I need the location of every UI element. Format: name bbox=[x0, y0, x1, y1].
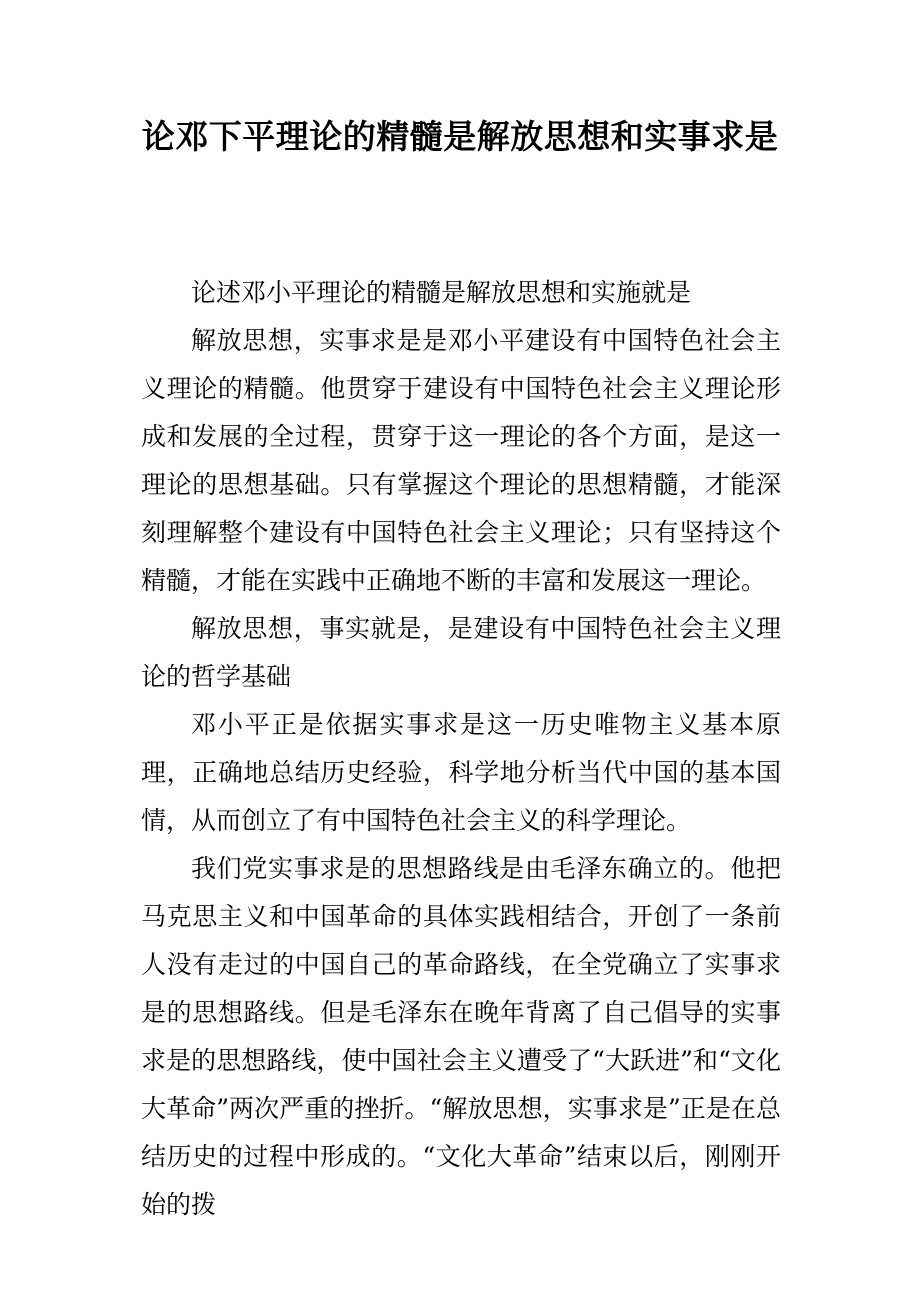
paragraph-5: 我们党实事求是的思想路线是由毛泽东确立的。他把马克思主义和中国革命的具体实践相结合，开创了一条前人没有走过的中国自己的革命路线，在全党确立了实事求是的思想路线。但是毛泽东在晚年背离了自己倡导的实事求是的思想路线，使中国社会主义遭受了“大跃进”和“文化大革命”两次严重的挫折。“解放思想，实事求是”正是在总结历史的过程中形成的。“文化大革命”结束以后，刚刚开始的拨 bbox=[141, 854, 781, 1219]
paragraph-1: 论述邓小平理论的精髓是解放思想和实施就是 bbox=[191, 278, 692, 307]
paragraph-4: 邓小平正是依据实事求是这一历史唯物主义基本原理，正确地总结历史经验，科学地分析当代中国的基本国情，从而创立了有中国特色社会主义的科学理论。 bbox=[141, 710, 781, 835]
paragraph-2: 解放思想，实事求是是邓小平建设有中国特色社会主义理论的精髓。他贯穿于建设有中国特色社会主义理论形成和发展的全过程，贯穿于这一理论的各个方面，是这一理论的思想基础。只有掌握这个理论的思想精髓，才能深刻理解整个建设有中国特色社会主义理论；只有坚持这个精髓，才能在实践中正确地不断的丰富和发展这一理论。 bbox=[141, 326, 781, 595]
document-body bbox=[141, 269, 781, 1229]
document-title: 论邓下平理论的精髓是解放思想和实事求是 bbox=[141, 117, 779, 156]
paragraph-3: 解放思想，事实就是，是建设有中国特色社会主义理论的哲学基础 bbox=[141, 614, 781, 691]
